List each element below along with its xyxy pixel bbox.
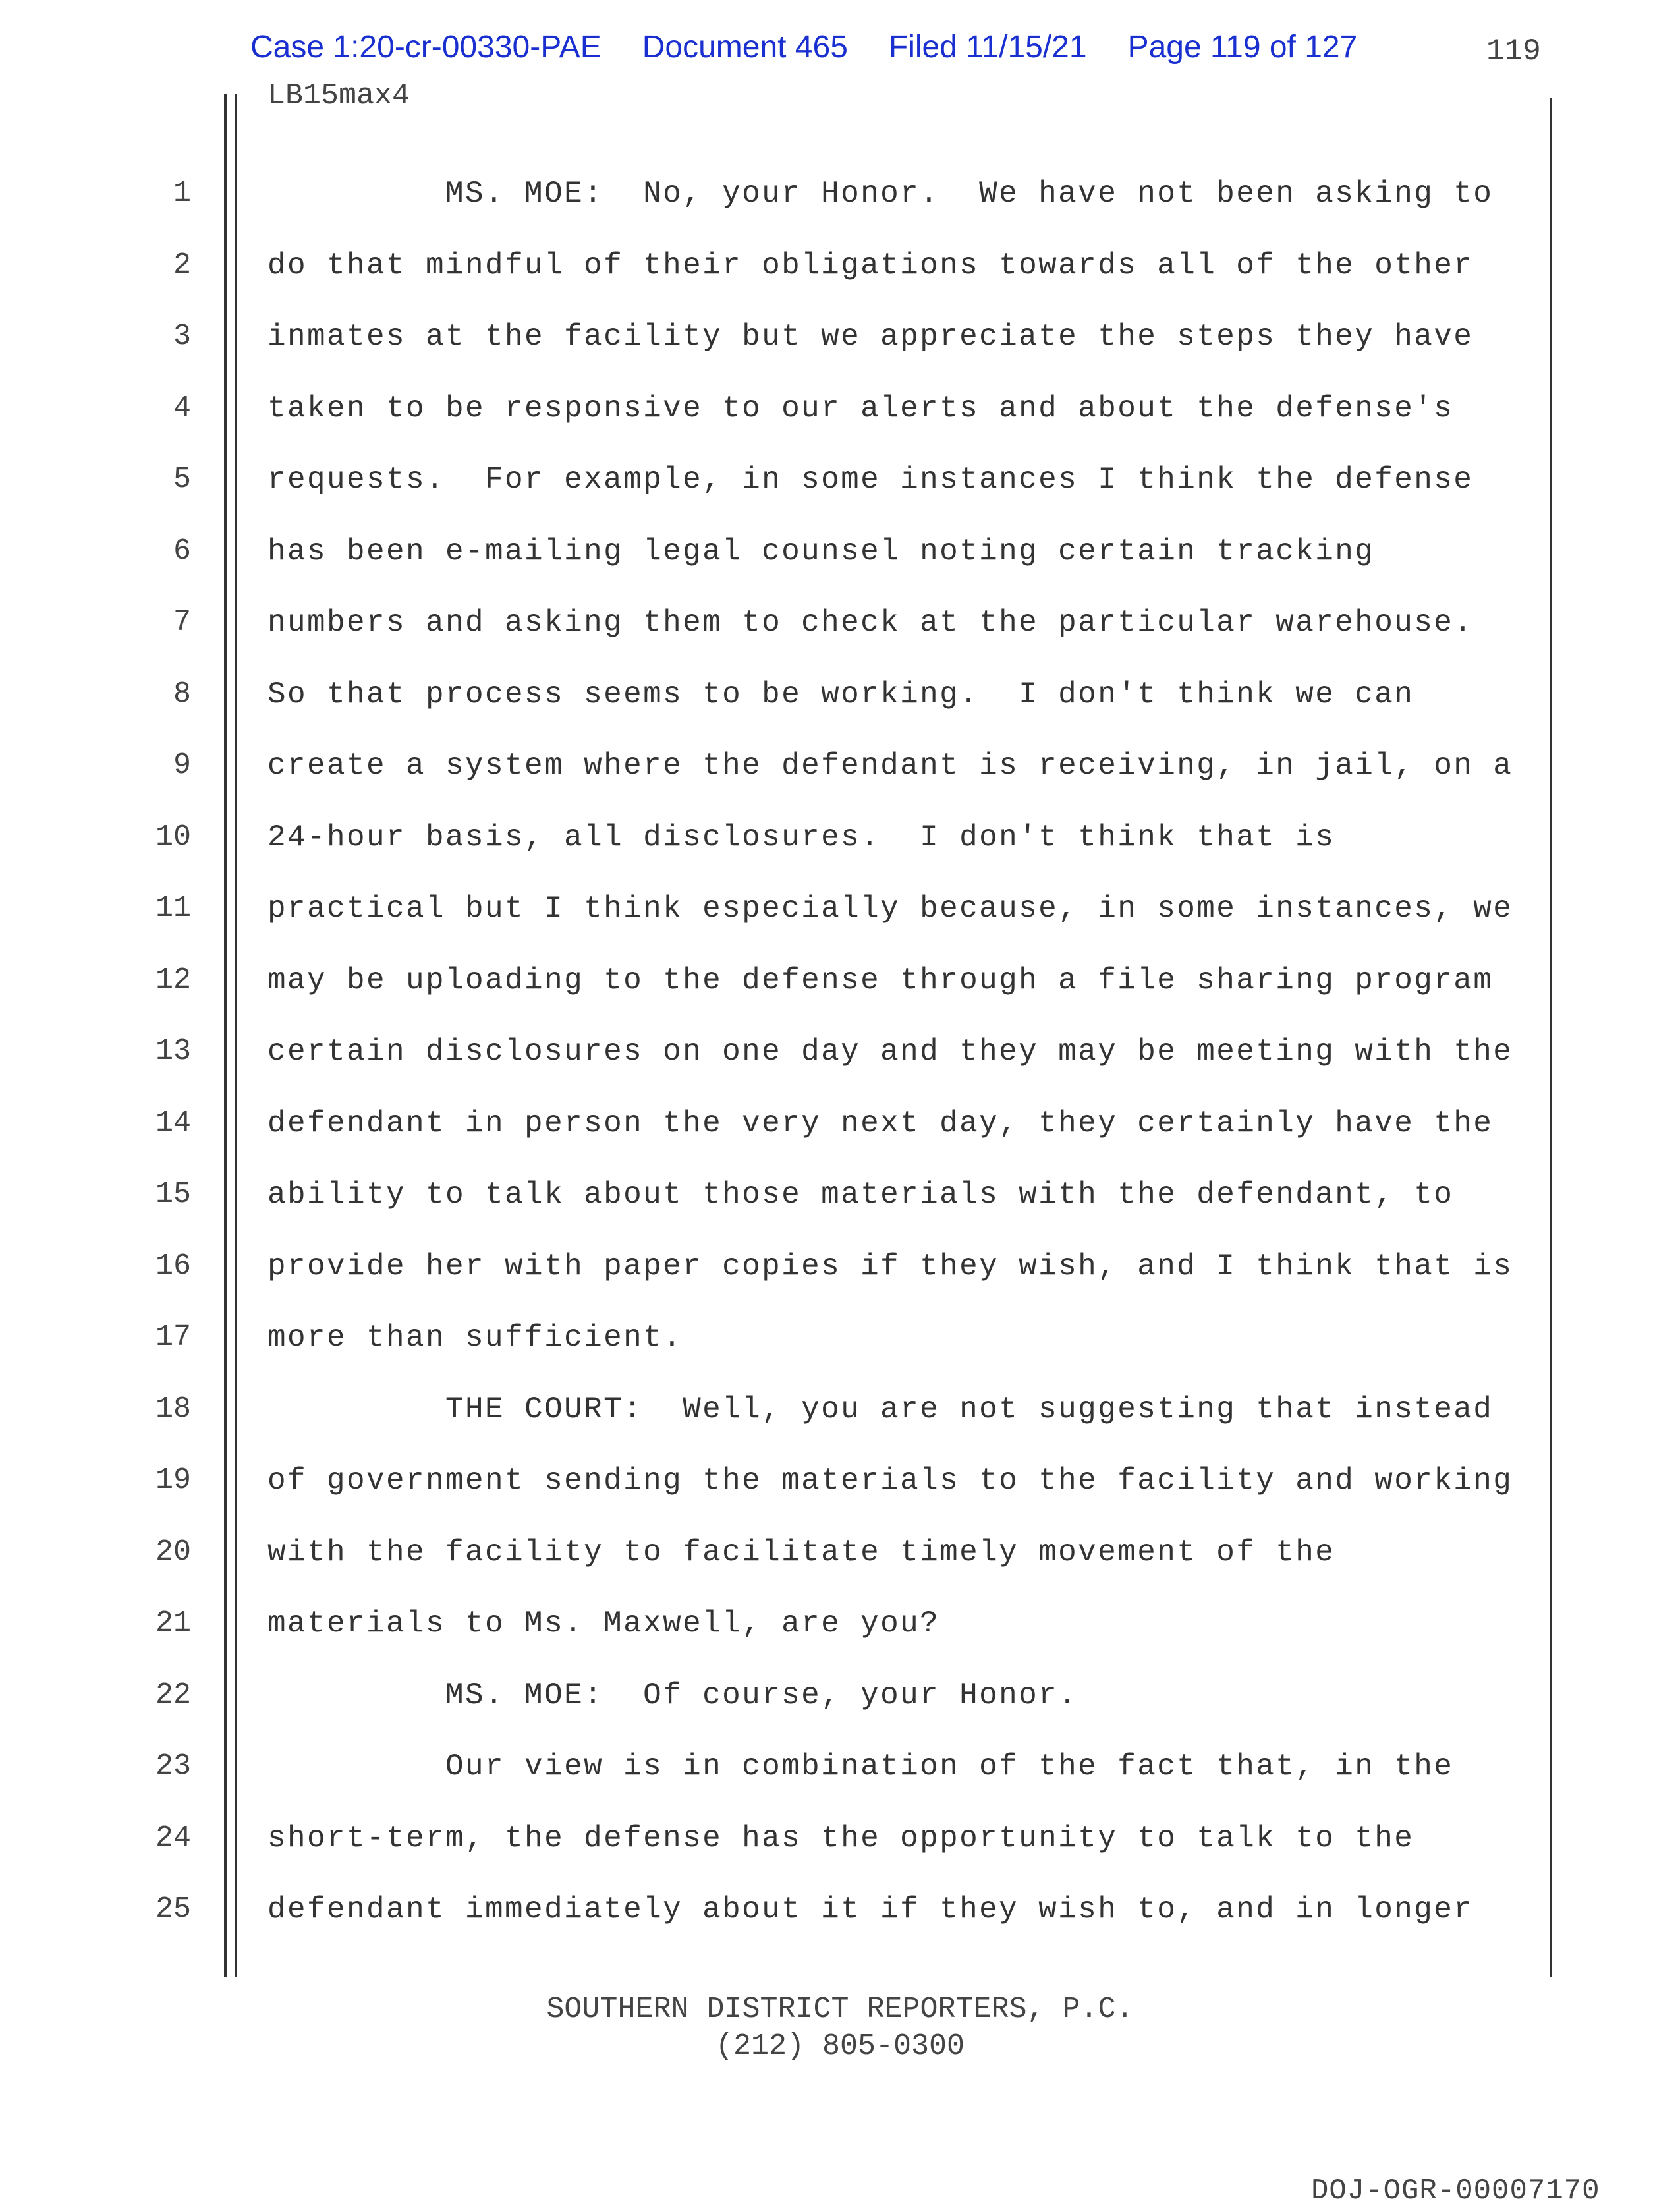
reporter-phone: (212) 805-0300 [715, 2029, 965, 2063]
line-text: taken to be responsive to our alerts and about the defense's [267, 391, 1454, 426]
line-text: ability to talk about those materials with the defendant, to [267, 1177, 1454, 1212]
transcript-line [0, 1803, 1542, 1874]
line-number: 15 [155, 1177, 191, 1211]
line-number: 1 [173, 177, 191, 210]
transcript-line [0, 1159, 1542, 1230]
transcript-line [0, 230, 1542, 301]
transcript-line [0, 1302, 1542, 1373]
line-text: So that process seems to be working. I don't think we can [267, 677, 1414, 712]
transcript-line [0, 587, 1542, 658]
transcript-line [0, 1588, 1542, 1659]
line-number: 4 [173, 391, 191, 425]
transcript-line [0, 802, 1542, 873]
line-text: THE COURT: Well, you are not suggesting that instead [267, 1392, 1494, 1427]
filed-date: Filed 11/15/21 [888, 30, 1087, 65]
line-number: 3 [173, 320, 191, 353]
line-text: MS. MOE: Of course, your Honor. [267, 1678, 1078, 1713]
transcript-line [0, 873, 1542, 944]
line-text: short-term, the defense has the opportunity to talk to the [267, 1821, 1414, 1856]
line-number: 23 [155, 1749, 191, 1783]
transcript-line [0, 444, 1542, 515]
line-number: 17 [155, 1320, 191, 1354]
line-text: 24-hour basis, all disclosures. I don't think that is [267, 820, 1335, 855]
bates-number: DOJ-OGR-00007170 [1311, 2174, 1600, 2207]
line-number: 21 [155, 1606, 191, 1640]
line-text: certain disclosures on one day and they may be meeting with the [267, 1035, 1513, 1069]
line-text: with the facility to facilitate timely movement of the [267, 1535, 1335, 1570]
line-number: 11 [155, 892, 191, 925]
line-number: 24 [155, 1821, 191, 1855]
line-text: create a system where the defendant is receiving, in jail, on a [267, 749, 1513, 783]
line-text: has been e-mailing legal counsel noting certain tracking [267, 534, 1375, 569]
transcript-line [0, 1088, 1542, 1159]
line-number: 22 [155, 1678, 191, 1712]
line-text: numbers and asking them to check at the particular warehouse. [267, 606, 1474, 640]
filing-header [250, 29, 1398, 75]
transcript-caption: LB15max4 [267, 79, 410, 113]
line-number: 16 [155, 1249, 191, 1283]
line-text: provide her with paper copies if they wish, and I think that is [267, 1249, 1513, 1284]
line-text: of government sending the materials to the facility and working [267, 1463, 1513, 1498]
line-text: MS. MOE: No, your Honor. We have not been asking to [267, 177, 1494, 211]
line-number: 2 [173, 248, 191, 282]
reporter-name: SOUTHERN DISTRICT REPORTERS, P.C. [546, 1993, 1134, 2026]
transcript-line [0, 945, 1542, 1016]
transcript-line [0, 1731, 1542, 1802]
line-number: 19 [155, 1463, 191, 1497]
line-number: 10 [155, 820, 191, 854]
transcript-line [0, 1445, 1542, 1516]
transcript-line [0, 1517, 1542, 1588]
line-text: requests. For example, in some instances I think the defense [267, 463, 1474, 497]
line-number: 25 [155, 1892, 191, 1926]
line-text: more than sufficient. [267, 1320, 683, 1355]
line-text: inmates at the facility but we appreciate the steps they have [267, 320, 1474, 354]
transcript-line [0, 659, 1542, 730]
transcript-line [0, 730, 1542, 801]
line-text: defendant in person the very next day, they certainly have the [267, 1106, 1494, 1141]
line-text: may be uploading to the defense through a file sharing program [267, 963, 1494, 998]
page-of-total: Page 119 of 127 [1127, 30, 1358, 65]
line-number: 5 [173, 463, 191, 496]
transcript-line [0, 1016, 1542, 1087]
transcript-line [0, 516, 1542, 587]
line-text: Our view is in combination of the fact that, in the [267, 1749, 1454, 1784]
transcript-line [0, 301, 1542, 372]
line-number: 20 [155, 1535, 191, 1569]
transcript-line [0, 373, 1542, 444]
reporter-footer [0, 1991, 1680, 2065]
line-text: practical but I think especially because, in some instances, we [267, 892, 1513, 926]
transcript-line [0, 1660, 1542, 1731]
right-margin-rule [1550, 98, 1552, 1977]
line-number: 8 [173, 677, 191, 711]
transcript-line [0, 1231, 1542, 1302]
line-number: 13 [155, 1035, 191, 1068]
line-text: defendant immediately about it if they wish to, and in longer [267, 1892, 1474, 1927]
line-number: 9 [173, 749, 191, 782]
line-number: 12 [155, 963, 191, 997]
line-number: 18 [155, 1392, 191, 1426]
line-number: 7 [173, 606, 191, 639]
transcript-line [0, 1374, 1542, 1445]
line-number: 6 [173, 534, 191, 568]
transcript-page-number: 119 [1486, 34, 1541, 69]
transcript-line [0, 158, 1542, 229]
case-number: Case 1:20-cr-00330-PAE [250, 30, 602, 65]
line-number: 14 [155, 1106, 191, 1140]
document-number: Document 465 [642, 30, 848, 65]
transcript-line [0, 1874, 1542, 1945]
line-text: materials to Ms. Maxwell, are you? [267, 1606, 940, 1641]
line-text: do that mindful of their obligations towards all of the other [267, 248, 1474, 283]
